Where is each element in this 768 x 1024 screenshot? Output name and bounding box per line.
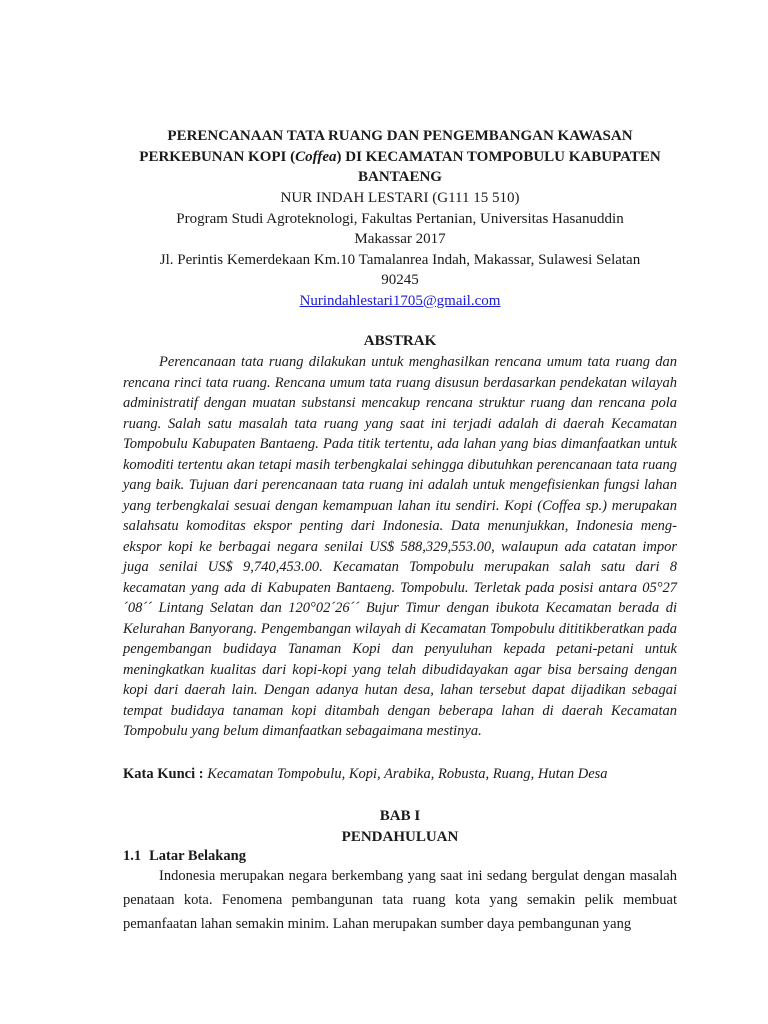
email-link[interactable]: Nurindahlestari1705@gmail.com (299, 292, 501, 309)
title-line-3: BANTAENG (358, 169, 442, 185)
keywords-label: Kata Kunci : (123, 766, 204, 782)
chapter-title: PENDAHULUAN (341, 829, 459, 845)
city-year: Makassar 2017 (354, 231, 446, 247)
section-body: Indonesia merupakan negara berkembang yang saat ini sedang bergulat dengan masalah penataan kota. Fenomena pembangunan tata ruang kota yang semakin pelik membuat pemanfaatan lahan semakin minim. Lahan merupakan sumber daya pembangunan yang (123, 868, 677, 932)
postal-code: 90245 (381, 272, 419, 288)
title-line-2 (123, 147, 677, 168)
paper-title (123, 126, 677, 188)
title-line-1: PERENCANAAN TATA RUANG DAN PENGEMBANGAN KAWASAN (167, 128, 633, 144)
chapter-heading (123, 806, 677, 848)
section-title: Latar Belakang (149, 848, 246, 864)
keywords-terms: Kecamatan Tompobulu, Kopi, Arabika, Robusta, Ruang, Hutan Desa (207, 766, 608, 782)
chapter-number: BAB I (379, 808, 421, 824)
author-name: NUR INDAH LESTARI (G111 15 510) (280, 190, 520, 206)
title-scientific-name: Coffea (295, 148, 337, 165)
title-line-2-prefix: PERKEBUNAN KOPI ( (139, 148, 296, 165)
address: Jl. Perintis Kemerdekaan Km.10 Tamalanrea Indah, Makassar, Sulawesi Selatan (159, 251, 641, 268)
affiliation: Program Studi Agroteknologi, Fakultas Pertanian, Universitas Hasanuddin (176, 210, 624, 227)
section-heading (123, 848, 677, 865)
section-number: 1.1 (123, 848, 142, 864)
title-line-2-suffix: ) DI KECAMATAN TOMPOBULU KABUPATEN (336, 148, 661, 165)
author-block (123, 188, 677, 311)
abstract-body: Perencanaan tata ruang dilakukan untuk menghasilkan rencana umum tata ruang dan rencana rinci tata ruang. Rencana umum tata ruang disusun berdasarkan pendekatan wilayah administratif dengan muatan substansi mencakup rencana struktur ruang dan rencana pola ruang. Salah satu masalah tata ruang yang saat ini terjadi adalah di daerah Kecamatan Tompobulu Kabupaten Bantaeng. Pada titik tertentu, ada lahan yang bias dimanfaatkan untuk komoditi tertentu akan tetapi masih terbengkalai sehingga dibutuhkan perencanaan tata ruang yang baik. Tujuan dari perencanaan tata ruang ini adalah untuk mengefisienkan fungsi lahan yang terbengkalai sesuai dengan kemampuan lahan itu sendiri. Kopi (Coffea sp.) merupakan salahsatu komoditas ekspor penting dari Indonesia. Data menunjukkan, Indonesia meng-ekspor kopi ke berbagai negara senilai US$ 588,329,553.00, walaupun ada catatan impor juga senilai US$ 9,740,453.00. Kecamatan Tompobulu merupakan salah satu dari 8 kecamatan yang ada di Kabupaten Bantaeng. Tompobulu. Terletak pada posisi antara 05°27´08´´ Lintang Selatan dan 120°02´26´´ Bujur Timur dengan ibukota Kecamatan berada di Kelurahan Banyorang. Pengembangan wilayah di Kecamatan Tompobulu dititikberatkan pada pengembangan budidaya Tanaman Kopi dan penyuluhan kepada petani-petani untuk meningkatkan kualitas dari kopi-kopi yang telah dibudidayakan agar bisa bersaing dengan kopi dari daerah lain. Dengan adanya hutan desa, lahan tersebut dapat dijadikan sebagai tempat budidaya tanaman kopi ditambah dengan beberapa lahan di daerah Kecamatan Tompobulu yang belum dimanfaatkan sebagaimana mestinya. (123, 354, 677, 739)
keywords (123, 764, 677, 785)
abstract-heading: ABSTRAK (363, 333, 437, 349)
